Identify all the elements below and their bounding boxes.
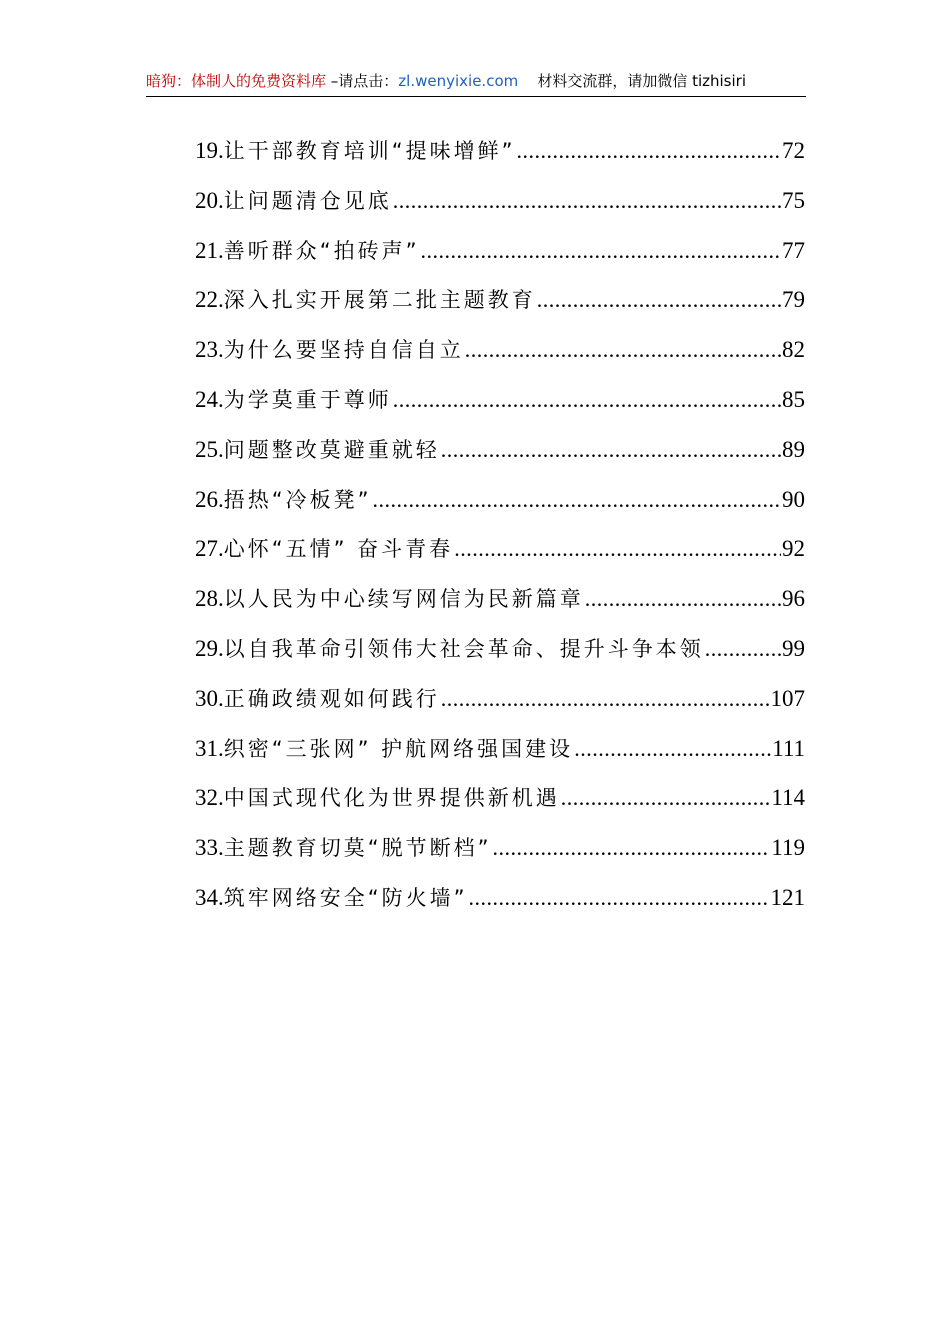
- toc-entry-title: 让问题清仓见底: [223, 188, 392, 213]
- toc-entry-page-number: 79: [782, 287, 805, 313]
- toc-entry-number: 28.: [195, 586, 224, 612]
- toc-entry-title: 以人民为中心续写网信为民新篇章: [223, 587, 584, 612]
- toc-entry-number: 25.: [195, 436, 224, 462]
- toc-entry-page-number: 92: [782, 536, 805, 562]
- toc-entry[interactable]: [195, 182, 805, 232]
- toc-entry[interactable]: [195, 381, 805, 431]
- toc-entry-page-number: 111: [772, 735, 805, 761]
- toc-entry[interactable]: [195, 680, 805, 730]
- toc-dot-leader: [517, 132, 781, 170]
- toc-entry[interactable]: [195, 630, 805, 680]
- header-url-link[interactable]: zl.wenyixie.com: [398, 72, 519, 90]
- toc-dot-leader: [493, 829, 771, 867]
- toc-entry-number: 32.: [195, 785, 224, 811]
- toc-entry[interactable]: [195, 281, 805, 331]
- toc-dot-leader: [469, 879, 770, 917]
- toc-entry[interactable]: [195, 730, 805, 780]
- toc-entry-title: 织密“三张网” 护航网络强国建设: [223, 736, 574, 761]
- toc-dot-leader: [441, 680, 770, 718]
- toc-entry-page-number: 121: [770, 884, 805, 910]
- toc-entry-title: 筑牢网络安全“防火墙”: [223, 885, 468, 910]
- toc-dot-leader: [561, 779, 771, 817]
- toc-entry[interactable]: [195, 530, 805, 580]
- toc-entry[interactable]: [195, 829, 805, 879]
- toc-entry-title: 正确政绩观如何践行: [223, 686, 440, 711]
- toc-entry-title: 中国式现代化为世界提供新机遇: [223, 786, 560, 811]
- toc-entry-title: 心怀“五情” 奋斗青春: [223, 537, 454, 562]
- toc-entry-title: 为学莫重于尊师: [223, 387, 392, 412]
- toc-entry-number: 24.: [195, 386, 224, 412]
- toc-entry-number: 22.: [195, 287, 224, 313]
- header-click-prompt: –请点击：: [326, 72, 399, 90]
- toc-entry[interactable]: [195, 879, 805, 929]
- toc-entry-number: 21.: [195, 237, 224, 263]
- toc-dot-leader: [393, 381, 781, 419]
- toc-entry-title: 善听群众“拍砖声”: [223, 238, 420, 263]
- toc-entry-page-number: 89: [782, 436, 805, 462]
- toc-entry-number: 31.: [195, 735, 224, 761]
- toc-dot-leader: [585, 580, 781, 618]
- toc-entry[interactable]: [195, 132, 805, 182]
- toc-entry-number: 19.: [195, 138, 224, 163]
- toc-entry-number: 33.: [195, 835, 224, 861]
- toc-entry-page-number: 90: [782, 486, 805, 512]
- page-header: [146, 70, 806, 97]
- toc-dot-leader: [705, 630, 781, 668]
- toc-entry-number: 29.: [195, 635, 224, 661]
- toc-entry-number: 26.: [195, 486, 224, 512]
- toc-dot-leader: [393, 182, 781, 220]
- toc-entry-page-number: 119: [771, 835, 805, 861]
- toc-entry[interactable]: [195, 779, 805, 829]
- toc-entry-title: 主题教育切莫“脱节断档”: [223, 836, 492, 861]
- toc-entry-title: 以自我革命引领伟大社会革命、提升斗争本领: [223, 636, 704, 661]
- toc-entry-title: 捂热“冷板凳”: [223, 487, 372, 512]
- toc-entry-title: 为什么要坚持自信自立: [223, 338, 464, 363]
- toc-entry-number: 30.: [195, 685, 224, 711]
- toc-entry-page-number: 85: [782, 386, 805, 412]
- toc-entry[interactable]: [195, 232, 805, 282]
- toc-entry-page-number: 75: [782, 187, 805, 213]
- toc-entry-page-number: 77: [782, 237, 805, 263]
- toc-dot-leader: [454, 530, 781, 568]
- toc-entry[interactable]: [195, 580, 805, 630]
- toc-dot-leader: [421, 232, 781, 270]
- toc-entry-page-number: 96: [782, 586, 805, 612]
- header-site-name: 暗狗：体制人的免费资料库: [146, 72, 327, 90]
- toc-entry-number: 34.: [195, 884, 224, 910]
- toc-entry-page-number: 99: [782, 635, 805, 661]
- table-of-contents: [195, 132, 805, 929]
- header-contact: 材料交流群，请加微信 tizhisiri: [537, 72, 746, 90]
- toc-entry[interactable]: [195, 331, 805, 381]
- toc-entry-page-number: 82: [782, 337, 805, 363]
- toc-entry-number: 23.: [195, 337, 224, 363]
- toc-dot-leader: [537, 281, 781, 319]
- toc-entry-title: 深入扎实开展第二批主题教育: [223, 288, 536, 313]
- toc-entry-number: 20.: [195, 187, 224, 213]
- toc-entry-title: 让干部教育培训“提味增鲜”: [223, 139, 516, 163]
- toc-dot-leader: [465, 331, 781, 369]
- toc-dot-leader: [441, 431, 781, 469]
- toc-entry[interactable]: [195, 431, 805, 481]
- toc-entry-title: 问题整改莫避重就轻: [223, 437, 440, 462]
- toc-entry-page-number: 72: [782, 138, 805, 163]
- toc-dot-leader: [574, 730, 771, 768]
- toc-dot-leader: [373, 481, 781, 519]
- toc-entry-number: 27.: [195, 536, 224, 562]
- toc-entry[interactable]: [195, 481, 805, 531]
- toc-entry-page-number: 114: [771, 785, 805, 811]
- toc-entry-page-number: 107: [770, 685, 805, 711]
